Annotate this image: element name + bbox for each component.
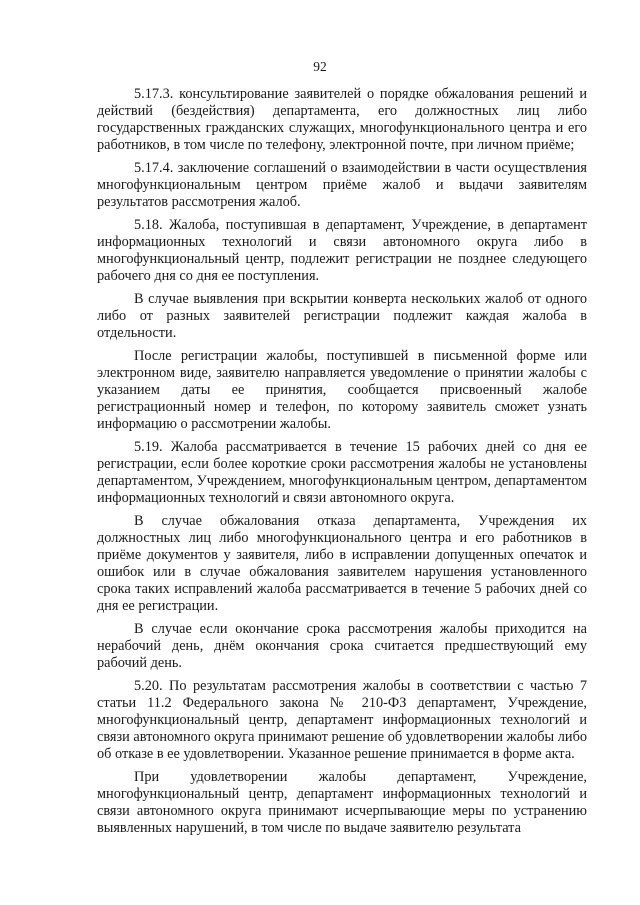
paragraph-refusal-appeal: В случае обжалования отказа департамента, Учреждения их должностных лиц либо многофункционального центра и его работников в приёме документов у заявителя, либо в исправлении допущенных опечаток и ошибок или в случае обжалования заявителем нарушения установленного срока таких исправлений жалоба рассматривается в течение 5 рабочих дней со дня ее регистрации. (97, 513, 587, 614)
paragraph-5-17-4: 5.17.4. заключение соглашений о взаимодействии в части осуществления многофункциональным центром приёме жалоб и выдачи заявителям результатов рассмотрения жалоб. (97, 160, 587, 210)
page-number: 92 (313, 59, 327, 74)
paragraph-non-working-day: В случае если окончание срока рассмотрения жалобы приходится на нерабочий день, днём окончания срока считается предшествующий ему рабочий день. (97, 621, 587, 671)
paragraph-5-17-3: 5.17.3. консультирование заявителей о порядке обжалования решений и действий (бездействия) департамента, его должностных лиц либо государственных гражданских служащих, многофункционального центра и его работников, в том числе по телефону, электронной почте, при личном приёме; (97, 86, 587, 153)
paragraph-5-18: 5.18. Жалоба, поступившая в департамент, Учреждение, в департамент информационных технологий и связи автономного округа либо в многофункциональный центр, подлежит регистрации не позднее следующего рабочего дня со дня ее поступления. (97, 217, 587, 284)
paragraph-5-19: 5.19. Жалоба рассматривается в течение 15 рабочих дней со дня ее регистрации, если более короткие сроки рассмотрения жалобы не установлены департаментом, Учреждением, многофункциональным центром, департаментом информационных технологий и связи автономного округа. (97, 439, 587, 506)
document-body (97, 86, 587, 837)
paragraph-registration-notice: После регистрации жалобы, поступившей в письменной форме или электронном виде, заявителю направляется уведомление о принятии жалобы с указанием даты ее принятия, сообщается присвоенный жалобе регистрационный номер и телефон, по которому заявитель сможет узнать информацию о рассмотрении жалобы. (97, 348, 587, 432)
paragraph-5-20: 5.20. По результатам рассмотрения жалобы в соответствии с частью 7 статьи 11.2 Федерального закона № 210-ФЗ департамент, Учреждение, многофункциональный центр, департамент информационных технологий и связи автономного округа принимают решение об удовлетворении жалобы либо об отказе в ее удовлетворении. Указанное решение принимается в форме акта. (97, 678, 587, 762)
paragraph-satisfaction: При удовлетворении жалобы департамент, Учреждение, многофункциональный центр, департамент информационных технологий и связи автономного округа принимают исчерпывающие меры по устранению выявленных нарушений, в том числе по выдаче заявителю результата (97, 769, 587, 836)
paragraph-envelope: В случае выявления при вскрытии конверта нескольких жалоб от одного либо от разных заявителей регистрации подлежит каждая жалоба в отдельности. (97, 291, 587, 341)
